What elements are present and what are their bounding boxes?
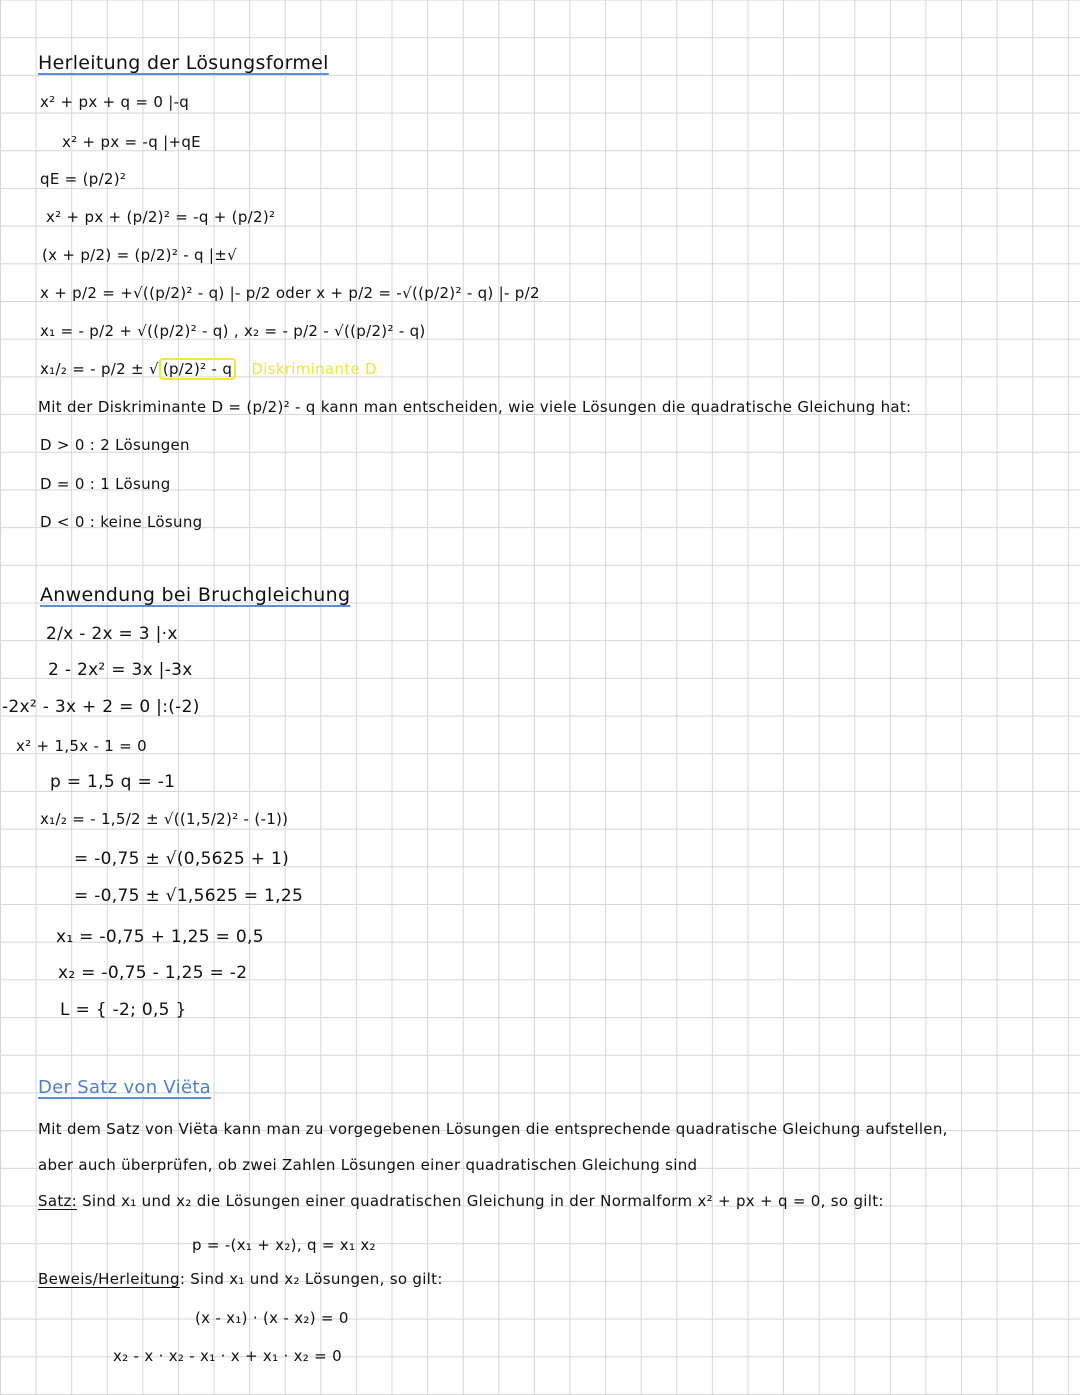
equation-line: x₂ - x · x₂ - x₁ · x + x₁ · x₂ = 0 xyxy=(113,1347,342,1365)
x12-prefix: x₁/₂ = - p/2 ± √ xyxy=(40,360,159,378)
theorem-label: Satz: xyxy=(38,1192,78,1210)
equation-line: = -0,75 ± √1,5625 = 1,25 xyxy=(74,886,304,906)
equation-line: 2 - 2x² = 3x |-3x xyxy=(48,660,193,680)
equation-line: = -0,75 ± √(0,5625 + 1) xyxy=(74,849,290,869)
equation-line-x12 xyxy=(40,362,377,377)
equation-line: -2x² - 3x + 2 = 0 |:(-2) xyxy=(2,697,200,717)
case-item: D = 0 : 1 Lösung xyxy=(40,475,171,493)
paragraph: aber auch überprüfen, ob zwei Zahlen Lösungen einer quadratischen Gleichung sind xyxy=(38,1156,698,1174)
equation-line: p = 1,5 q = -1 xyxy=(50,772,176,792)
case-item: D < 0 : keine Lösung xyxy=(40,513,203,531)
case-item: D > 0 : 2 Lösungen xyxy=(40,436,190,454)
proof-label: Beweis/Herleitung xyxy=(38,1270,180,1288)
discriminant-note: Diskriminante D xyxy=(251,360,377,378)
equation-line: 2/x - 2x = 3 |·x xyxy=(46,624,178,644)
equation-line: (x - x₁) · (x - x₂) = 0 xyxy=(195,1309,349,1327)
equation-line: (x + p/2) = (p/2)² - q |±√ xyxy=(42,246,237,264)
theorem-line xyxy=(38,1194,884,1209)
equation-line: x² + 1,5x - 1 = 0 xyxy=(16,737,147,755)
equation-line: x² + px + q = 0 |-q xyxy=(40,93,190,111)
equation-line: x₁ = -0,75 + 1,25 = 0,5 xyxy=(56,927,264,947)
equation-line: x₁ = - p/2 + √((p/2)² - q) , x₂ = - p/2 - √((p/2)² - q) xyxy=(40,322,426,340)
vieta-formula: p = -(x₁ + x₂), q = x₁ x₂ xyxy=(192,1236,376,1254)
equation-line: x₂ = -0,75 - 1,25 = -2 xyxy=(58,963,248,983)
discriminant-box: (p/2)² - q xyxy=(159,358,236,380)
equation-line: qE = (p/2)² xyxy=(40,170,127,188)
solution-set: L = { -2; 0,5 } xyxy=(60,1000,187,1020)
proof-line xyxy=(38,1272,443,1287)
equation-line: x² + px + (p/2)² = -q + (p/2)² xyxy=(46,208,276,226)
equation-line: x² + px = -q |+qE xyxy=(62,133,201,151)
section-title: Der Satz von Viëta xyxy=(38,1077,212,1098)
equation-line: x + p/2 = +√((p/2)² - q) |- p/2 oder x + p/2 = -√((p/2)² - q) |- p/2 xyxy=(40,284,540,302)
explanation-text: Mit der Diskriminante D = (p/2)² - q kann man entscheiden, wie viele Lösungen die quadratische Gleichung hat: xyxy=(38,398,912,416)
section-title: Anwendung bei Bruchgleichung xyxy=(40,584,351,606)
proof-text: : Sind x₁ und x₂ Lösungen, so gilt: xyxy=(179,1270,443,1288)
theorem-text: Sind x₁ und x₂ die Lösungen einer quadratischen Gleichung in der Normalform x² + px + q = 0, so gilt: xyxy=(77,1192,884,1210)
equation-line: x₁/₂ = - 1,5/2 ± √((1,5/2)² - (-1)) xyxy=(40,810,289,828)
section-title: Herleitung der Lösungsformel xyxy=(38,52,329,74)
paragraph: Mit dem Satz von Viëta kann man zu vorgegebenen Lösungen die entsprechende quadratische Gleichung aufstellen, xyxy=(38,1120,948,1138)
